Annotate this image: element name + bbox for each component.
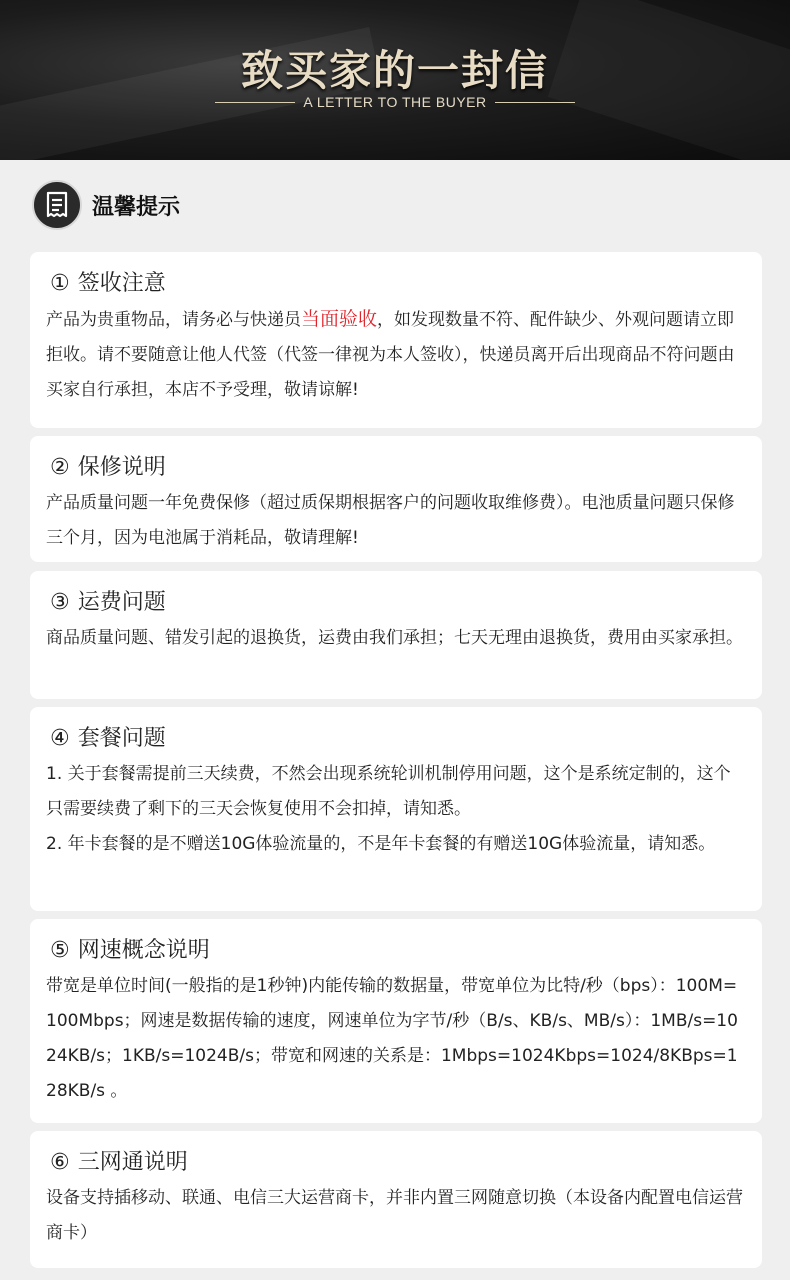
section-card-package <box>30 707 762 911</box>
divider <box>495 102 575 103</box>
banner-title: 致买家的一封信 <box>240 46 549 95</box>
section-card-network-speed <box>30 919 762 1123</box>
section-card-warranty <box>30 436 762 562</box>
section-title-text: 套餐问题 <box>77 726 166 751</box>
section-number: ⑤ <box>50 938 70 963</box>
section-body: 1. 关于套餐需提前三天续费，不然会出现系统轮训机制停用问题，这个是系统定制的，这个只需要续费了剩下的三天会恢复使用不会扣掉，请知悉。 <box>46 764 731 819</box>
highlight-text: 当面验收 <box>301 308 378 330</box>
section-card-shipping <box>30 571 762 699</box>
section-body-text: ，如发现数量不符、配件缺少、外观问题请立即拒收。请不要随意让他人代签（代签一律视为本人签收），快递员离开后出现商品不符问题由买家自行承担，本店不予受理，敬请谅解! <box>46 310 735 400</box>
section-title <box>50 1145 746 1181</box>
section-number: ⑥ <box>50 1150 70 1175</box>
section-card-signing <box>30 252 762 428</box>
tips-heading <box>0 160 790 250</box>
section-number: ③ <box>50 590 70 615</box>
banner-subtitle: A LETTER TO THE BUYER <box>303 94 487 110</box>
receipt-icon <box>32 180 82 230</box>
section-title-text: 保修说明 <box>77 455 166 480</box>
section-title <box>50 585 746 621</box>
section-body: 设备支持插移动、联通、电信三大运营商卡，并非内置三网随意切换（本设备内配置电信运营商卡） <box>46 1188 743 1243</box>
banner-subtitle-line <box>0 94 790 110</box>
section-title <box>50 721 746 757</box>
section-number: ① <box>50 271 70 296</box>
tips-title: 温馨提示 <box>92 194 181 220</box>
section-body: 2. 年卡套餐的是不赠送10G体验流量的，不是年卡套餐的有赠送10G体验流量，请知悉。 <box>46 834 716 854</box>
section-number: ② <box>50 455 70 480</box>
section-card-tri-network <box>30 1131 762 1268</box>
section-number: ④ <box>50 726 70 751</box>
section-title-text: 运费问题 <box>77 590 166 615</box>
section-title-text: 签收注意 <box>77 271 166 296</box>
section-body <box>46 302 746 408</box>
section-title-text: 三网通说明 <box>77 1150 188 1175</box>
section-title-text: 网速概念说明 <box>77 938 210 963</box>
section-body: 产品质量问题一年免费保修（超过质保期根据客户的问题收取维修费）。电池质量问题只保修三个月，因为电池属于消耗品，敬请理解! <box>46 493 735 548</box>
section-body: 带宽是单位时间(一般指的是1秒钟)内能传输的数据量，带宽单位为比特/秒（bps）：100M=100Mbps；网速是数据传输的速度，网速单位为字节/秒（B/s、KB/s、MB/s）：1MB/s=1024KB/s；1KB/s=1024B/s；带宽和网速的关系是：1Mbps=1024Kbps=1024/8KBps=128KB/s 。 <box>46 976 738 1101</box>
section-body: 商品质量问题、错发引起的退换货，运费由我们承担；七天无理由退换货，费用由买家承担。 <box>46 628 743 648</box>
divider <box>215 102 295 103</box>
section-title <box>50 266 746 302</box>
section-body-text: 产品为贵重物品，请务必与快递员 <box>46 310 301 330</box>
section-title <box>50 450 746 486</box>
section-title <box>50 933 746 969</box>
letter-banner <box>0 0 790 160</box>
